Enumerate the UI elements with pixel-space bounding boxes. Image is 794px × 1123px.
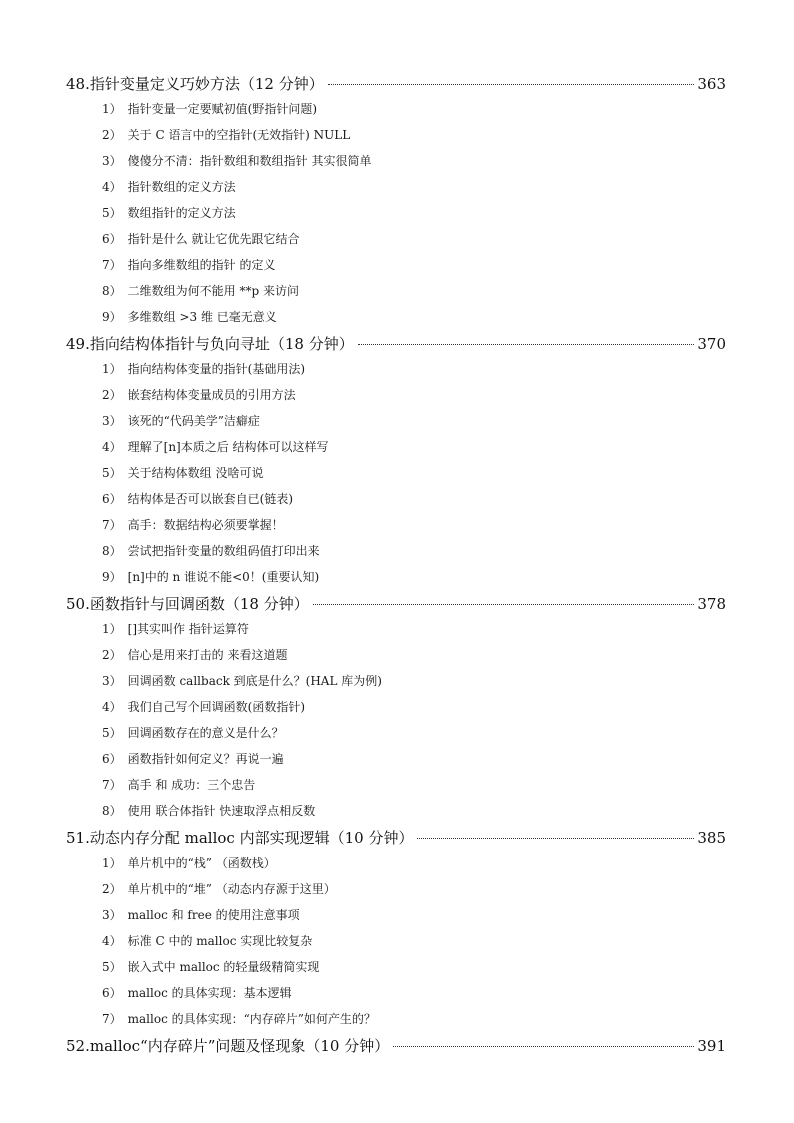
- section-item[interactable]: [66, 122, 726, 148]
- section-text: 嵌套结构体变量成员的引用方法: [127, 388, 296, 402]
- section-text: 关于结构体数组 没啥可说: [127, 466, 264, 480]
- section-number: 3）: [102, 414, 122, 428]
- section-number: 1）: [102, 622, 122, 636]
- section-number: 8）: [102, 804, 122, 818]
- section-text: 数组指针的定义方法: [127, 206, 236, 220]
- section-text: 单片机中的“堆” （动态内存源于这里）: [127, 882, 336, 896]
- section-text: 高手 和 成功：三个忠告: [127, 778, 256, 792]
- section-text: 嵌入式中 malloc 的轻量级精简实现: [127, 960, 320, 974]
- section-item[interactable]: [66, 512, 726, 538]
- section-item[interactable]: [66, 460, 726, 486]
- section-number: 4）: [102, 180, 122, 194]
- section-number: 7）: [102, 258, 122, 272]
- section-number: 4）: [102, 934, 122, 948]
- section-item[interactable]: [66, 668, 726, 694]
- section-text: 傻傻分不清：指针数组和数组指针 其实很简单: [127, 154, 372, 168]
- section-item[interactable]: [66, 486, 726, 512]
- dot-leader: [393, 1046, 694, 1047]
- chapter-title: 50.函数指针与回调函数（18 分钟）: [66, 595, 309, 613]
- chapter-page-number: 363: [697, 75, 726, 93]
- section-item[interactable]: [66, 564, 726, 590]
- section-number: 7）: [102, 518, 122, 532]
- chapter-title: 48.指针变量定义巧妙方法（12 分钟）: [66, 75, 324, 93]
- section-number: 1）: [102, 102, 122, 116]
- section-list: [66, 96, 726, 330]
- section-item[interactable]: [66, 96, 726, 122]
- section-number: 5）: [102, 466, 122, 480]
- section-item[interactable]: [66, 642, 726, 668]
- dot-leader: [313, 604, 695, 605]
- section-text: []其实叫作 指针运算符: [127, 622, 249, 636]
- section-text: 标准 C 中的 malloc 实现比较复杂: [127, 934, 313, 948]
- section-text: 我们自己写个回调函数(函数指针): [127, 700, 306, 714]
- section-number: 3）: [102, 674, 122, 688]
- section-item[interactable]: [66, 902, 726, 928]
- section-item[interactable]: [66, 980, 726, 1006]
- section-item[interactable]: [66, 434, 726, 460]
- section-item[interactable]: [66, 746, 726, 772]
- table-of-contents: [66, 70, 726, 1058]
- section-number: 7）: [102, 778, 122, 792]
- section-item[interactable]: [66, 772, 726, 798]
- section-text: 使用 联合体指针 快速取浮点相反数: [127, 804, 316, 818]
- chapter-page-number: 378: [697, 595, 726, 613]
- section-text: 信心是用来打击的 来看这道题: [127, 648, 288, 662]
- section-list: [66, 616, 726, 824]
- section-number: 5）: [102, 206, 122, 220]
- section-text: 指针变量一定要赋初值(野指针问题): [127, 102, 318, 116]
- section-text: 指向结构体变量的指针(基础用法): [127, 362, 306, 376]
- section-number: 6）: [102, 492, 122, 506]
- section-text: 关于 C 语言中的空指针(无效指针) NULL: [127, 128, 351, 142]
- section-text: 单片机中的“栈” （函数栈）: [127, 856, 276, 870]
- chapter-entry[interactable]: [66, 332, 726, 356]
- section-item[interactable]: [66, 200, 726, 226]
- chapter-title: 49.指向结构体指针与负向寻址（18 分钟）: [66, 335, 354, 353]
- section-number: 4）: [102, 700, 122, 714]
- section-number: 2）: [102, 128, 122, 142]
- section-number: 1）: [102, 362, 122, 376]
- section-number: 5）: [102, 726, 122, 740]
- dot-leader: [417, 838, 694, 839]
- section-text: [n]中的 n 谁说不能<0！(重要认知): [127, 570, 320, 584]
- section-number: 5）: [102, 960, 122, 974]
- section-text: 多维数组 >3 维 已毫无意义: [127, 310, 277, 324]
- section-number: 9）: [102, 310, 122, 324]
- chapter-page-number: 391: [697, 1037, 726, 1055]
- chapter-entry[interactable]: [66, 72, 726, 96]
- dot-leader: [358, 344, 695, 345]
- section-item[interactable]: [66, 954, 726, 980]
- section-item[interactable]: [66, 174, 726, 200]
- section-item[interactable]: [66, 356, 726, 382]
- section-item[interactable]: [66, 304, 726, 330]
- dot-leader: [328, 84, 695, 85]
- chapter-page-number: 370: [697, 335, 726, 353]
- section-text: 函数指针如何定义？再说一遍: [127, 752, 284, 766]
- section-number: 8）: [102, 284, 122, 298]
- section-number: 6）: [102, 752, 122, 766]
- section-text: 指针是什么 就让它优先跟它结合: [127, 232, 300, 246]
- section-item[interactable]: [66, 694, 726, 720]
- section-number: 1）: [102, 856, 122, 870]
- section-text: 回调函数存在的意义是什么？: [127, 726, 284, 740]
- section-item[interactable]: [66, 408, 726, 434]
- section-text: 指针数组的定义方法: [127, 180, 236, 194]
- section-number: 9）: [102, 570, 122, 584]
- section-text: 尝试把指针变量的数组码值打印出来: [127, 544, 320, 558]
- section-text: 回调函数 callback 到底是什么？(HAL 库为例): [127, 674, 382, 688]
- section-number: 8）: [102, 544, 122, 558]
- section-number: 2）: [102, 648, 122, 662]
- section-number: 2）: [102, 882, 122, 896]
- section-text: 高手：数据结构必须要掌握！: [127, 518, 284, 532]
- section-item[interactable]: [66, 720, 726, 746]
- section-text: 理解了[n]本质之后 结构体可以这样写: [127, 440, 329, 454]
- chapter-entry[interactable]: [66, 592, 726, 616]
- section-item[interactable]: [66, 252, 726, 278]
- section-number: 6）: [102, 986, 122, 1000]
- section-item[interactable]: [66, 538, 726, 564]
- chapter-title: 51.动态内存分配 malloc 内部实现逻辑（10 分钟）: [66, 829, 414, 847]
- section-item[interactable]: [66, 226, 726, 252]
- chapter-title: 52.malloc“内存碎片”问题及怪现象（10 分钟）: [66, 1037, 390, 1055]
- section-number: 2）: [102, 388, 122, 402]
- section-item[interactable]: [66, 1006, 726, 1032]
- section-number: 4）: [102, 440, 122, 454]
- section-number: 3）: [102, 154, 122, 168]
- section-text: malloc 的具体实现：“内存碎片”如何产生的？: [127, 1012, 376, 1026]
- section-text: malloc 的具体实现：基本逻辑: [127, 986, 292, 1000]
- section-text: 该死的“代码美学”洁癖症: [127, 414, 260, 428]
- section-text: 结构体是否可以嵌套自已(链表): [127, 492, 294, 506]
- chapter-entry[interactable]: [66, 826, 726, 850]
- chapter-entry[interactable]: [66, 1034, 726, 1058]
- section-number: 7）: [102, 1012, 122, 1026]
- section-list: [66, 356, 726, 590]
- section-item[interactable]: [66, 798, 726, 824]
- section-list: [66, 850, 726, 1032]
- section-item[interactable]: [66, 148, 726, 174]
- section-item[interactable]: [66, 278, 726, 304]
- section-item[interactable]: [66, 616, 726, 642]
- section-number: 3）: [102, 908, 122, 922]
- section-text: 指向多维数组的指针 的定义: [127, 258, 276, 272]
- section-item[interactable]: [66, 928, 726, 954]
- section-item[interactable]: [66, 382, 726, 408]
- section-item[interactable]: [66, 850, 726, 876]
- section-text: malloc 和 free 的使用注意事项: [127, 908, 300, 922]
- chapter-page-number: 385: [697, 829, 726, 847]
- section-item[interactable]: [66, 876, 726, 902]
- section-number: 6）: [102, 232, 122, 246]
- section-text: 二维数组为何不能用 **p 来访问: [127, 284, 299, 298]
